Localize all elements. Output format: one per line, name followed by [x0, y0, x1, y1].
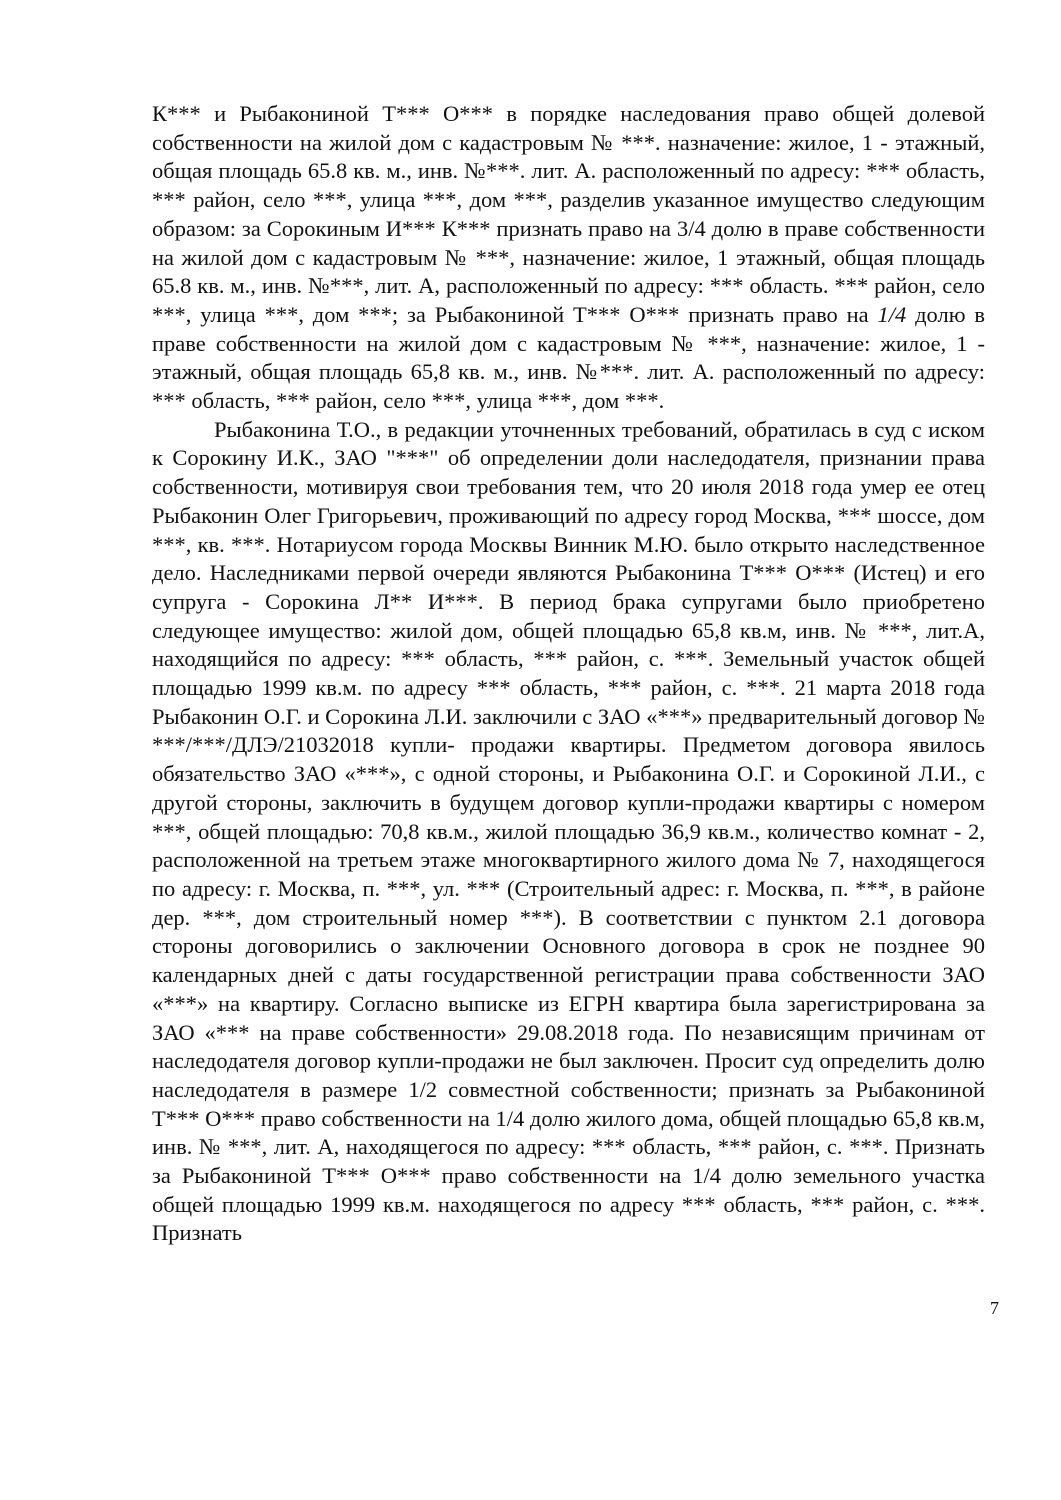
paragraph-segment: долю в праве собственности на жилой дом с кадастровым № ***, назначение: жилое, 1 - этажный, общая площадь 65,8 кв. м., инв. №***. лит. А. расположенный по адресу: *** область, *** район, село ***, улица ***, дом ***.	[152, 301, 985, 414]
paragraph-claim	[152, 416, 985, 1248]
paragraph-segment-italic: 1/4	[877, 301, 907, 327]
paragraph-segment: К*** и Рыбакониной Т*** О*** в порядке наследования право общей долевой собственности на жилой дом с кадастровым № ***. назначение: жилое, 1 - этажный, общая площадь 65.8 кв. м., инв. №***. лит. А. расположенный по адресу: *** область, *** район, село ***, улица ***, дом ***, разделив указанное имущество следующим образом: за Сорокиным И*** К*** признать право на 3/4 долю в праве собственности на жилой дом с кадастровым № ***, назначение: жилое, 1 этажный, общая площадь 65.8 кв. м., инв. №***, лит. А, расположенный по адресу: *** область. *** район, село ***, улица ***, дом ***; за Рыбакониной Т*** О*** признать право на	[152, 101, 985, 327]
paragraph-continuation	[152, 100, 985, 416]
document-text	[152, 100, 985, 1248]
page-number: 7	[990, 1298, 999, 1318]
paragraph-segment: Рыбаконина Т.О., в редакции уточненных требований, обратилась в суд с иском к Сорокину И.К., ЗАО "***" об определении доли наследодателя, признании права собственности, мотивируя свои требования тем, что 20 июля 2018 года умер ее отец Рыбаконин Олег Григорьевич, проживающий по адресу город Москва, *** шоссе, дом ***, кв. ***. Нотариусом города Москвы Винник М.Ю. было открыто наследственное дело. Наследниками первой очереди являются Рыбаконина Т*** О*** (Истец) и его супруга - Сорокина Л** И***. В период брака супругами было приобретено следующее имущество: жилой дом, общей площадью 65,8 кв.м, инв. № ***, лит.А, находящийся по адресу: *** область, *** район, с. ***. Земельный участок общей площадью 1999 кв.м. по адресу *** область, *** район, с. ***. 21 марта 2018 года Рыбаконин О.Г. и Сорокина Л.И. заключили с ЗАО «***» предварительный договор № ***/***/ДЛЭ/21032018 купли- продажи квартиры. Предметом договора явилось обязательство ЗАО «***», с одной стороны, и Рыбаконина О.Г. и Сорокиной Л.И., с другой стороны, заключить в будущем договор купли-продажи квартиры с номером ***, общей площадью: 70,8 кв.м., жилой площадью 36,9 кв.м., количество комнат - 2, расположенной на третьем этаже многоквартирного жилого дома № 7, находящегося по адресу: г. Москва, п. ***, ул. *** (Строительный адрес: г. Москва, п. ***, в районе дер. ***, дом строительный номер ***). В соответствии с пунктом 2.1 договора стороны договорились о заключении Основного договора в срок не позднее 90 календарных дней с даты государственной регистрации права собственности ЗАО «***» на квартиру. Согласно выписке из ЕГРН квартира была зарегистрирована за ЗАО «*** на праве собственности» 29.08.2018 года. По независящим причинам от наследодателя договор купли-продажи не был заключен. Просит суд определить долю наследодателя в размере 1/2 совместной собственности; признать за Рыбакониной Т*** О*** право собственности на 1/4 долю жилого дома, общей площадью 65,8 кв.м, инв. № ***, лит. А, находящегося по адресу: *** область, *** район, с. ***. Признать за Рыбакониной Т*** О*** право собственности на 1/4 долю земельного участка общей площадью 1999 кв.м. находящегося по адресу *** область, *** район, с. ***. Признать	[152, 416, 985, 1246]
